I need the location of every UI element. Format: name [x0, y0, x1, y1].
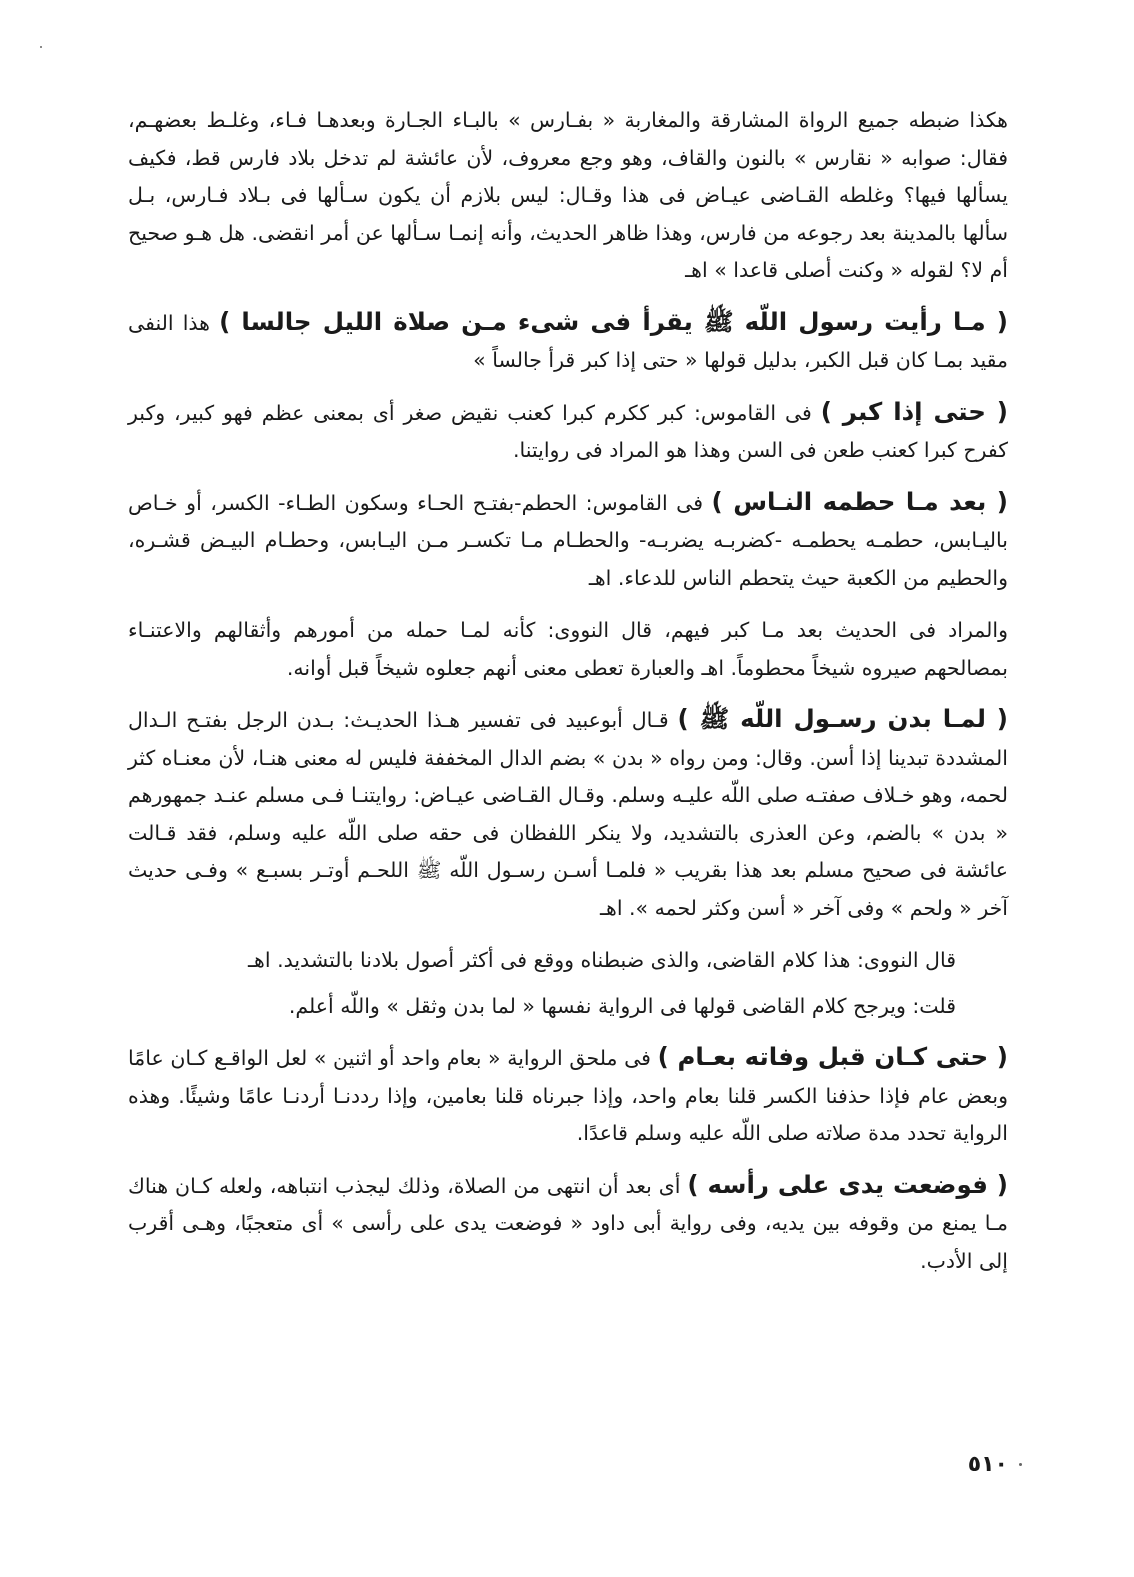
page-number: ٥١٠ — [967, 1452, 1008, 1477]
paragraph-8 — [128, 986, 956, 1026]
paragraph-text: أى بعد أن انتهى من الصلاة، وذلك ليجذب انتباهه، ولعله كـان هناك مـا يمنع من وقوفه بين يديه، وفى رواية أبى داود « فوضعت يدى على رأسى » أى متعجبًا، وهـى أقرب إلى الأدب. — [128, 1173, 1008, 1273]
paragraph-heading: ( بعد مـا حطمه النـاس ) — [711, 486, 1008, 516]
paragraph-9 — [128, 1038, 1008, 1153]
paragraph-heading: ( لمـا بدن رسـول اللّه ﷺ ) — [677, 704, 1008, 733]
paragraph-text: هذا النفى مقيد بمـا كان قبل الكبر، بدليل قولها « حتى إذا كبر قرأ جالساً » — [128, 310, 1008, 372]
paragraph-3 — [128, 393, 1008, 470]
paragraph-text: والمراد فى الحديث بعد مـا كبر فيهم، قال النووى: كأنه لمـا حمله من أمورهم وأثقالهم والاعتنـاء بمصالحهم صيروه شيخاً محطوماً. اهـ والعبارة تعطى معنى أنهم جعلوه شيخاً قبل أوانه. — [128, 618, 1008, 680]
paragraph-heading: ( مـا رأيت رسول اللّه ﷺ يقرأ فى شىء مـن صلاة الليل جالسا ) — [219, 306, 1009, 336]
page-content — [128, 100, 1008, 1293]
paragraph-text: قـال أبوعبيد فى تفسير هـذا الحديـث: بـدن الرجل بفتـح الـدال المشددة تبدينا إذا أسن. وقال: ومن رواه « بدن » بضم الدال المخففة فليس له معنى هنـا، لأن معنـاه كثر لحمه، وهو خـلاف صفتـه صلى اللّه عليـه وسلم. وقـال القـاضى عيـاض: روايتنـا فـى مسلم عنـد جمهورهم « بدن » بالضم، وعن العذرى بالتشديد، ولا ينكر اللفظان فى حقه صلى اللّه عليه وسلم، فقد قـالت عائشة فى صحيح مسلم بعد هذا بقريب « فلمـا أسـن رسـول اللّه ﷺ اللحـم أوتـر بسبـع » وفـى حديث آخر « ولحم » وفى آخر « أسن وكثر لحمه ». اهـ — [128, 708, 1008, 920]
scan-speck — [1019, 1463, 1022, 1466]
paragraph-text: قال النووى: هذا كلام القاضى، والذى ضبطناه ووقع فى أكثر أصول بلادنا بالتشديد. اهـ — [248, 948, 956, 972]
paragraph-text: فى القاموس: الحطم-بفتـح الحـاء وسكون الطـاء- الكسر، أو خـاص باليـابس، حطمـه يحطمـه -كضربـه يضربـه- والحطـام مـا تكسـر مـن اليـابس، وحطـام البيـض قشـره، والحطيم من الكعبة حيث يتحطم الناس للدعاء. اهـ — [128, 490, 1008, 590]
paragraph-text: فى ملحق الرواية « بعام واحد أو اثنين » لعل الواقـع كـان عامًا وبعض عام فإذا حذفنا الكسر قلنا بعام واحد، وإذا جبرناه قلنا بعامين، وإذا رددنـا أردنـا عامًا وشيئًا. وهذه الرواية تحدد مدة صلاته صلى اللّه عليه وسلم قاعدًا. — [128, 1046, 1008, 1145]
paragraph-heading: ( فوضعت يدى على رأسه ) — [687, 1169, 1008, 1199]
paragraph-text: فى القاموس: كبر ككرم كبرا كعنب نقيض صغر أى بمعنى عظم فهو كبير، وكبر كفرح كبرا كعنب طعن فى السن وهذا هو المراد فى روايتنا. — [128, 400, 1008, 462]
paragraph-1 — [128, 100, 1008, 290]
paragraph-text: هكذا ضبطه جميع الرواة المشارقة والمغاربة « بفـارس » بالبـاء الجـارة وبعدهـا فـاء، وغلـط بعضهـم، فقال: صوابه « نقارس » بالنون والقاف، وهو وجع معروف، لأن عائشة لم تدخل بلاد فارس قط، فكيف يسألها فيها؟ وغلطه القـاضى عيـاض فى هذا وقـال: ليس بلازم أن يكون سـألها فى بـلاد فـارس، بـل سألها بالمدينة بعد رجوعه من فارس، وهذا ظاهر الحديث، وأنه إنمـا سـألها عن أمر انقضى. هل هـو صحيح أم لا؟ لقوله « وكنت أصلى قاعدا » اهـ — [128, 108, 1008, 282]
scan-speck — [40, 46, 42, 48]
paragraph-4 — [128, 483, 1008, 598]
paragraph-5 — [128, 610, 1008, 687]
paragraph-7 — [128, 940, 956, 980]
paragraph-10 — [128, 1166, 1008, 1281]
paragraph-text: قلت: ويرجح كلام القاضى قولها فى الرواية نفسها « لما بدن وثقل » واللّه أعلم. — [288, 993, 956, 1018]
paragraph-heading: ( حتى إذا كبر ) — [820, 396, 1008, 426]
paragraph-heading: ( حتى كـان قبل وفاته بعـام ) — [657, 1042, 1008, 1071]
paragraph-6 — [128, 700, 1008, 927]
paragraph-2 — [128, 303, 1008, 380]
